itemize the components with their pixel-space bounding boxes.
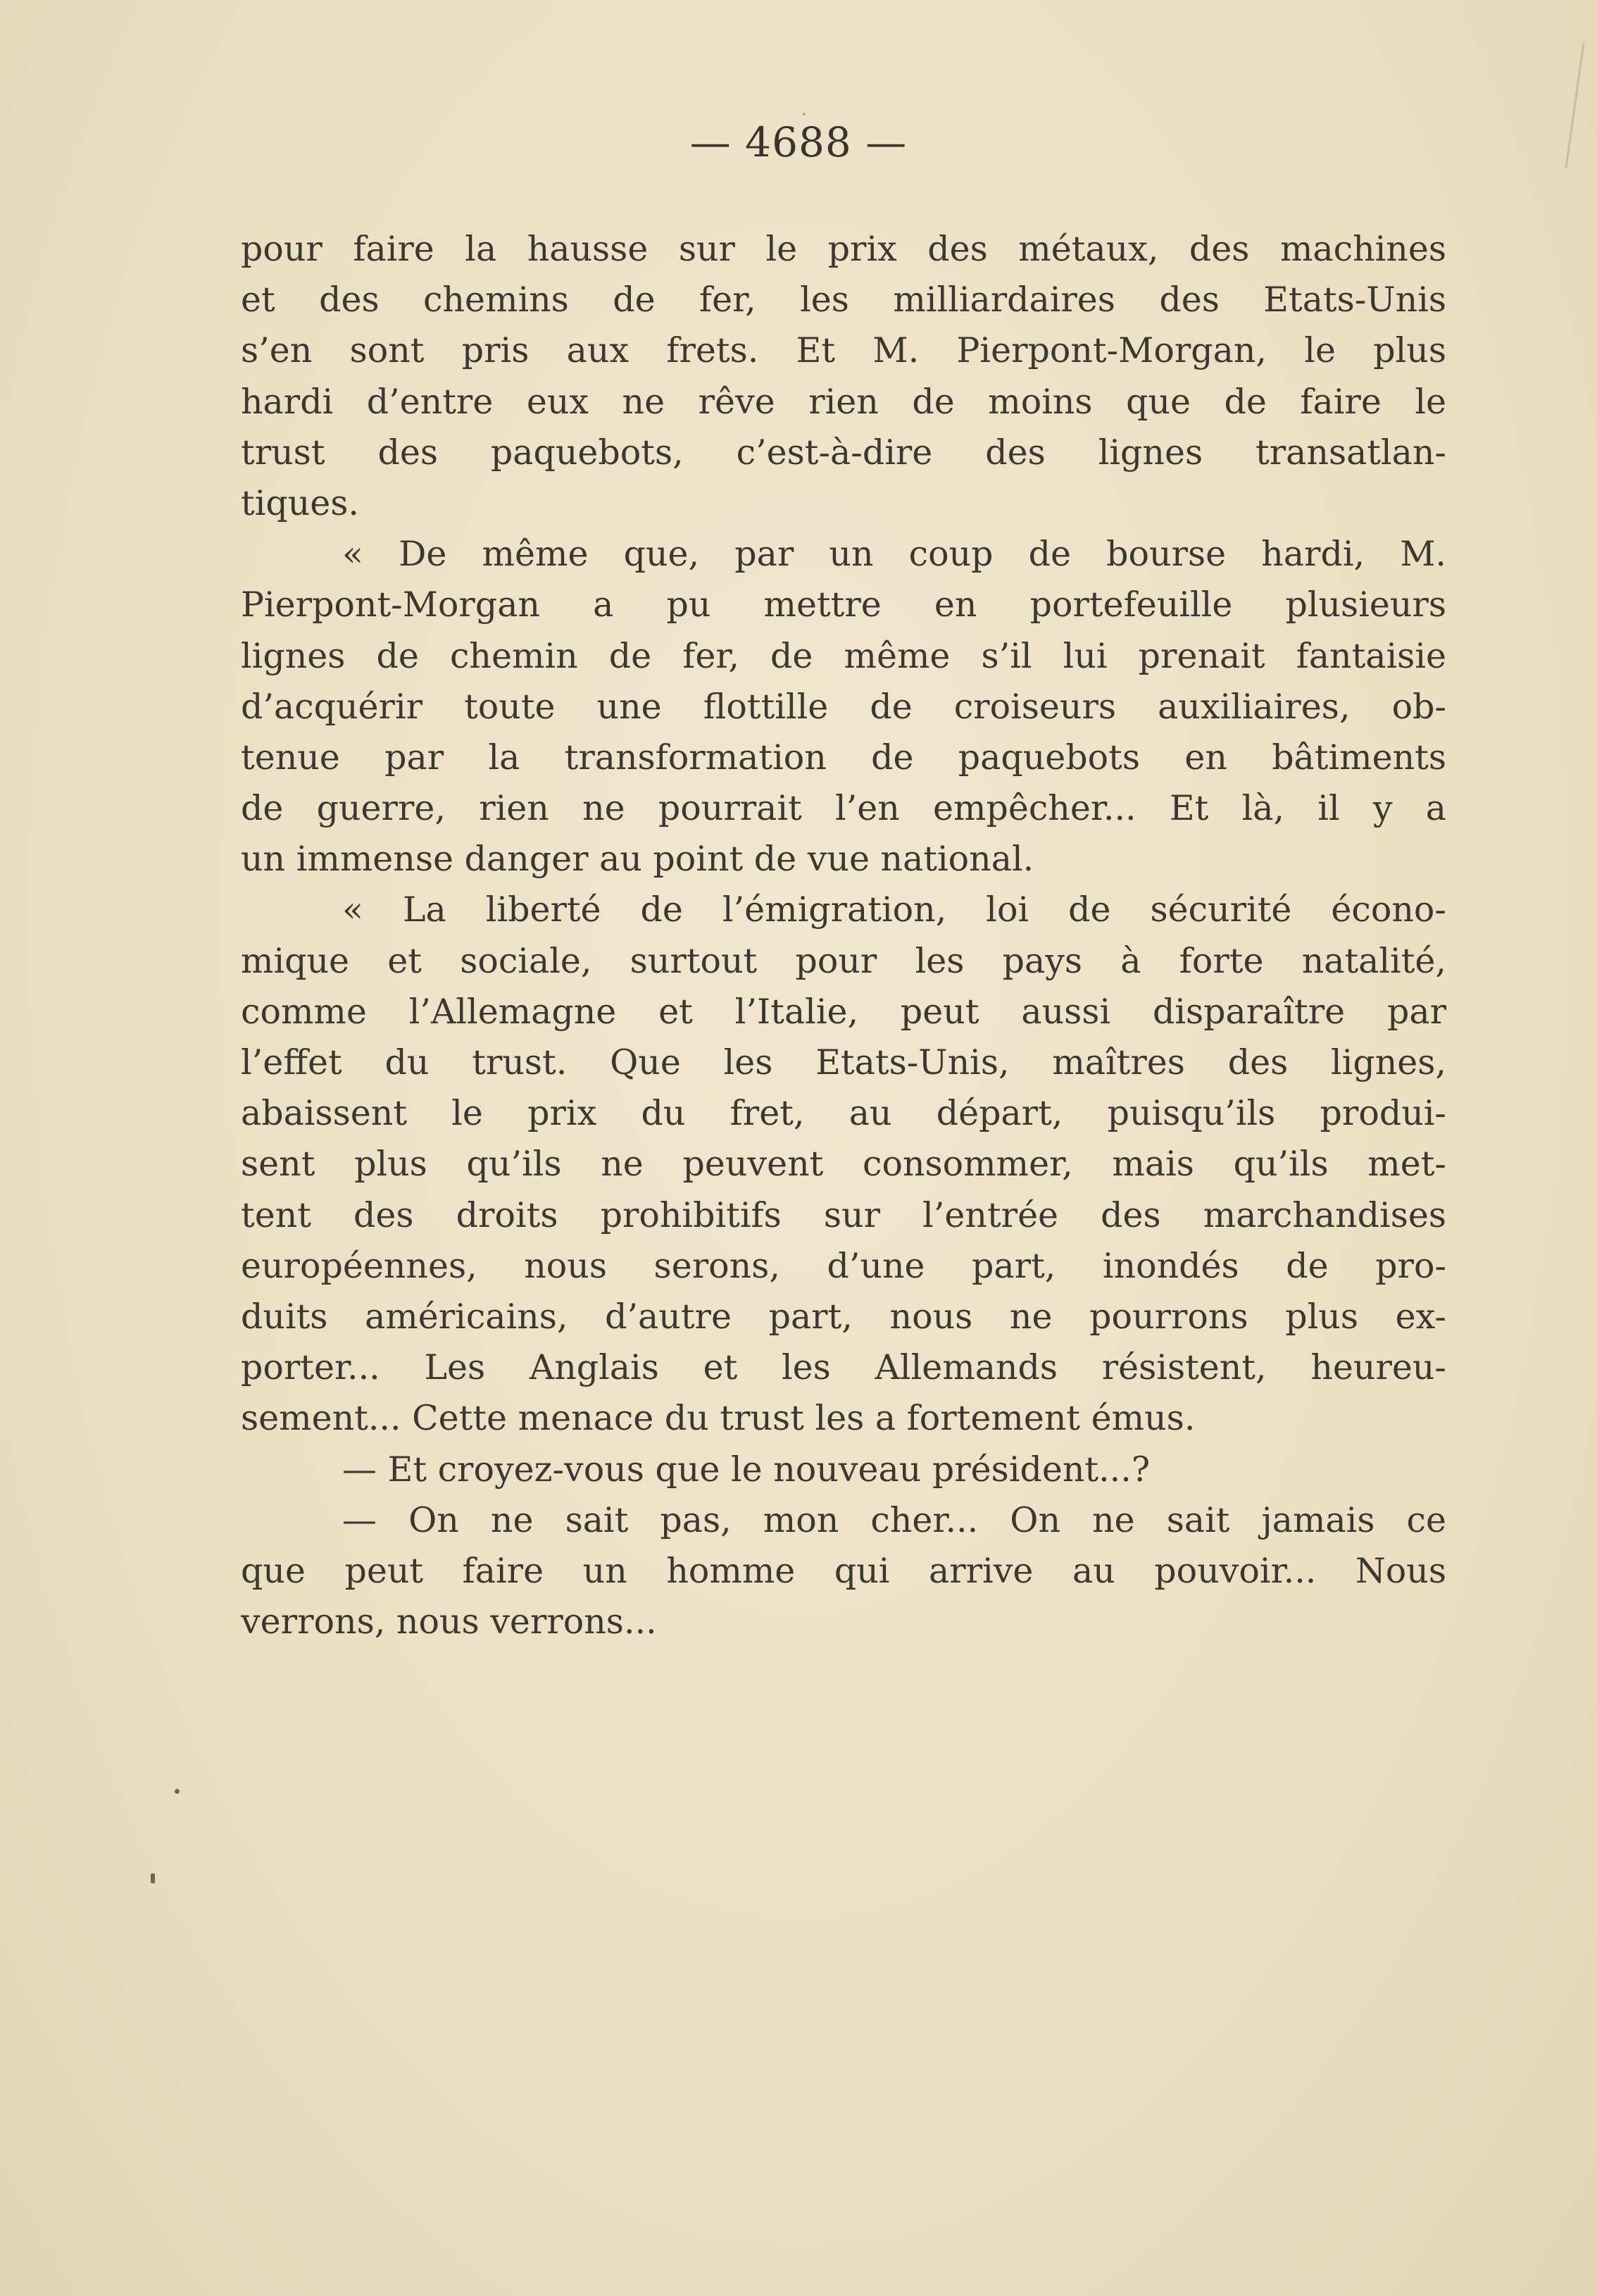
text-line: s’en sont pris aux frets. Et M. Pierpont-Morgan, le plus [241, 330, 1446, 371]
paper-speck [803, 113, 806, 116]
paragraph-start-line: « La liberté de l’émigration, loi de sécurité écono- [342, 890, 1446, 930]
text-line: Pierpont-Morgan a pu mettre en portefeuille plusieurs [241, 585, 1446, 625]
text-line: l’effet du trust. Que les Etats-Unis, maîtres des lignes, [241, 1042, 1446, 1083]
dialogue-line: — On ne sait pas, mon cher... On ne sait jamais ce [342, 1499, 1446, 1540]
text-line: comme l’Allemagne et l’Italie, peut aussi disparaître par [241, 991, 1446, 1032]
text-line: porter... Les Anglais et les Allemands résistent, heureu- [241, 1347, 1446, 1388]
text-line: duits américains, d’autre part, nous ne pourrons plus ex- [241, 1296, 1446, 1337]
text-line: abaissent le prix du fret, au départ, puisqu’ils produi- [241, 1093, 1446, 1134]
text-line: hardi d’entre eux ne rêve rien de moins que de faire le [241, 381, 1446, 422]
text-line: pour faire la hausse sur le prix des métaux, des machines [241, 229, 1446, 269]
paper-speck [151, 1873, 155, 1883]
text-line: tiques. [241, 482, 360, 523]
text-line: sent plus qu’ils ne peuvent consommer, mais qu’ils met- [241, 1144, 1446, 1185]
text-line: d’acquérir toute une flottille de croiseurs auxiliaires, ob- [241, 686, 1446, 727]
text-line: tent des droits prohibitifs sur l’entrée des marchandises [241, 1194, 1446, 1235]
body-text [241, 224, 1446, 1647]
text-line: lignes de chemin de fer, de même s’il lui prenait fantaisie [241, 635, 1446, 676]
text-line: que peut faire un homme qui arrive au pouvoir... Nous [241, 1550, 1446, 1591]
text-line: européennes, nous serons, d’une part, inondés de pro- [241, 1245, 1446, 1286]
text-line: mique et sociale, surtout pour les pays à forte natalité, [241, 940, 1446, 981]
text-line: et des chemins de fer, les milliardaires des Etats-Unis [241, 280, 1446, 320]
text-line: tenue par la transformation de paquebots en bâtiments [241, 737, 1446, 778]
text-line: sement... Cette menace du trust les a fortement émus. [241, 1398, 1196, 1439]
text-line: verrons, nous verrons... [241, 1602, 657, 1642]
dialogue-line: — Et croyez-vous que le nouveau président...? [342, 1449, 1151, 1490]
text-line: trust des paquebots, c’est-à-dire des lignes transatlan- [241, 432, 1446, 473]
text-line: un immense danger au point de vue national. [241, 839, 1034, 880]
page-number: — 4688 — [689, 118, 908, 166]
paper-speck [175, 1789, 180, 1794]
paragraph-start-line: « De même que, par un coup de bourse hardi, M. [342, 534, 1446, 575]
text-line: de guerre, rien ne pourrait l’en empêcher... Et là, il y a [241, 788, 1446, 829]
